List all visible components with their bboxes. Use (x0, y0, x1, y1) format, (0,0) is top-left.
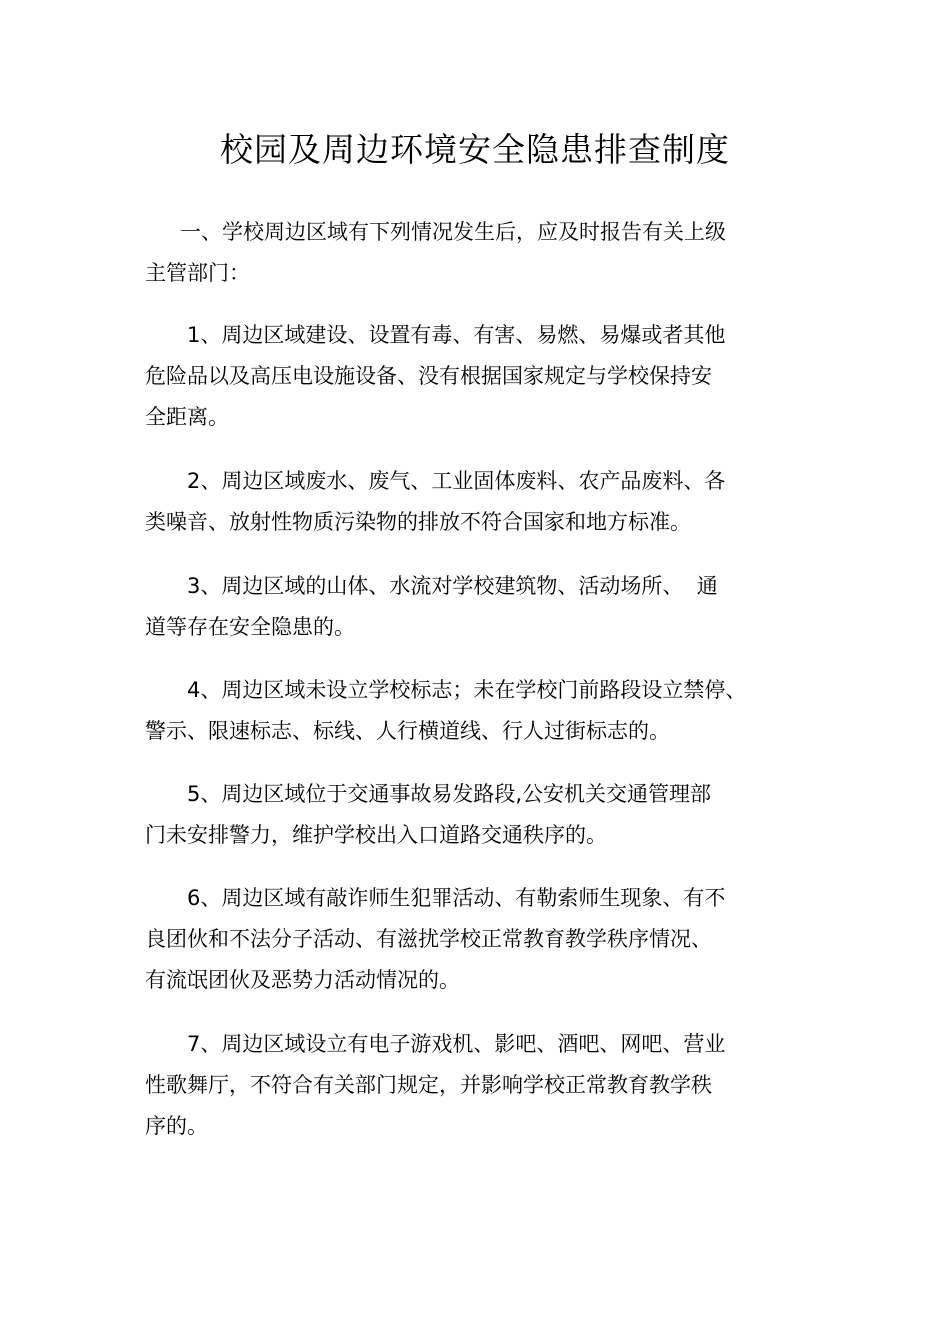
paragraph-line: 门未安排警力，维护学校出入口道路交通秩序的。 (145, 823, 607, 847)
paragraph-line: 类噪音、放射性物质污染物的排放不符合国家和地方标准。 (145, 510, 691, 534)
paragraph-line: 全距离。 (145, 405, 229, 429)
paragraph-item-3 (145, 566, 817, 648)
paragraph-line: 7、周边区域设立有电子游戏机、影吧、酒吧、网吧、营业 (187, 1032, 726, 1056)
paragraph-line: 5、周边区域位于交通事故易发路段,公安机关交通管理部 (187, 782, 712, 806)
paragraph-item-6 (145, 878, 817, 1001)
document-title: 校园及周边环境安全隐患排查制度 (220, 130, 730, 169)
paragraph-line: 4、周边区域未设立学校标志；未在学校门前路段设立禁停、 (187, 678, 747, 702)
paragraph-line: 警示、限速标志、标线、人行横道线、行人过街标志的。 (145, 719, 670, 743)
paragraph-line: 1、周边区域建设、设置有毒、有害、易燃、易爆或者其他 (187, 323, 726, 347)
paragraph-line: 危险品以及高压电设施设备、没有根据国家规定与学校保持安 (145, 364, 712, 388)
paragraph-line: 序的。 (145, 1114, 208, 1138)
paragraph-line: 性歌舞厅，不符合有关部门规定，并影响学校正常教育教学秩 (145, 1073, 712, 1097)
paragraph-item-4 (145, 670, 817, 752)
paragraph-item-5 (145, 774, 817, 856)
paragraph-line: 有流氓团伙及恶势力活动情况的。 (145, 968, 460, 992)
paragraph-item-1 (145, 315, 817, 438)
paragraph-line: 主管部门： (145, 261, 250, 285)
paragraph-line: 6、周边区域有敲诈师生犯罪活动、有勒索师生现象、有不 (187, 886, 726, 910)
paragraph-line: 道等存在安全隐患的。 (145, 615, 355, 639)
paragraph-line: 良团伙和不法分子活动、有滋扰学校正常教育教学秩序情况、 (145, 927, 712, 951)
paragraph-line: 2、周边区域废水、废气、工业固体废料、农产品废料、各 (187, 469, 726, 493)
paragraph-line: 一、学校周边区域有下列情况发生后，应及时报告有关上级 (180, 220, 726, 244)
paragraph-line: 3、周边区域的山体、水流对学校建筑物、活动场所、 通 (187, 574, 718, 598)
paragraph-item-2 (145, 461, 817, 543)
paragraph-item-7 (145, 1024, 817, 1147)
paragraph-intro (145, 212, 817, 294)
